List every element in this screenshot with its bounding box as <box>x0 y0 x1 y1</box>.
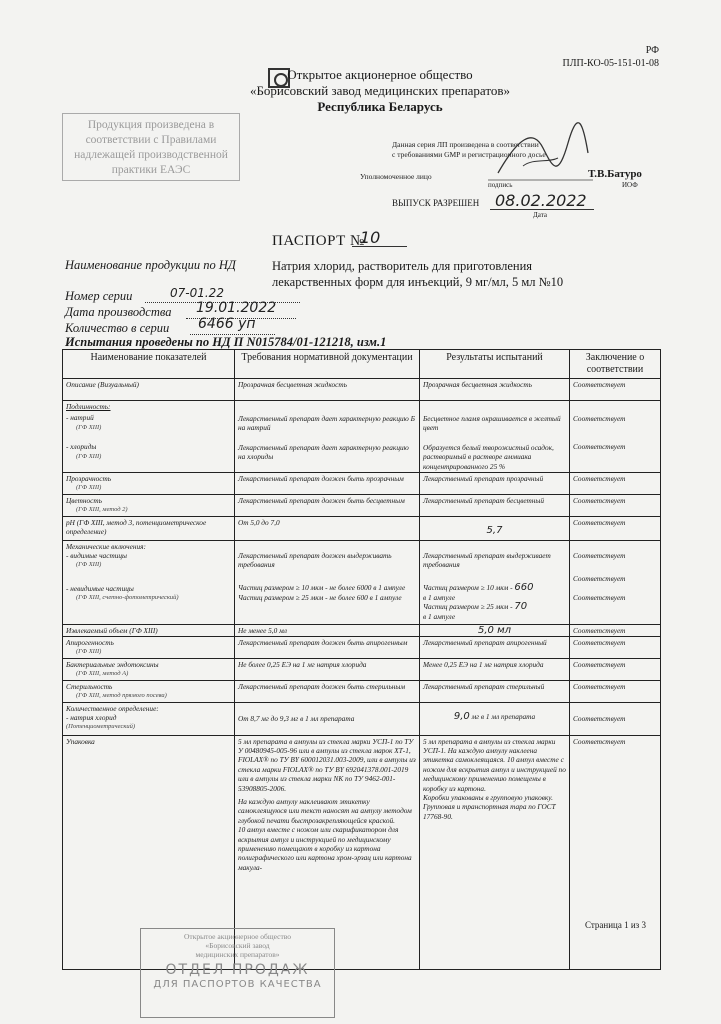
identity-sodium-note: (ГФ XIII) <box>76 423 102 431</box>
assay-sub: - натрия хлорид <box>66 712 117 722</box>
row-verdict <box>570 401 661 473</box>
row-requirement: Лекарственный препарат должен быть прозрачным <box>235 473 420 495</box>
row-requirement: От 5,0 до 7,0 <box>235 516 420 540</box>
row-name: pH (ГФ XIII, метод 3, потенциометрическое определение) <box>63 516 235 540</box>
row-verdict: Соответствует <box>570 658 661 680</box>
identity-label: Подлинность: <box>66 402 111 411</box>
row-requirement <box>235 702 420 735</box>
quantity-label: Количество в серии <box>65 321 170 335</box>
header-indicator: Наименование показателей <box>63 350 235 379</box>
req-chloride: Лекарственный препарат дает характерную реакцию на хлориды <box>238 442 409 462</box>
stamp-line: «Борисовский завод <box>205 941 270 950</box>
ph-value: 5,7 <box>486 524 503 536</box>
identity-sodium: - натрий <box>66 413 94 423</box>
row-name: Извлекаемый объем (ГФ XIII) <box>63 624 235 636</box>
identity-chloride-note: (ГФ XIII) <box>76 452 102 460</box>
mechanical-visible: - видимые частицы <box>66 551 127 561</box>
stamp-line: Открытое акционерное общество <box>184 932 291 941</box>
row-name <box>63 702 235 735</box>
release-label: ВЫПУСК РАЗРЕШЕН <box>392 198 480 208</box>
passport-title: ПАСПОРТ № <box>272 233 365 249</box>
row-verdict <box>570 540 661 624</box>
table-row <box>63 702 661 735</box>
row-name <box>63 680 235 702</box>
series-value: 07-01.22 <box>170 286 224 300</box>
table-row <box>63 516 661 540</box>
row-result <box>420 401 570 473</box>
row-result <box>420 540 570 624</box>
row-requirement <box>235 540 420 624</box>
row-result: Лекарственный препарат прозрачный <box>420 473 570 495</box>
row-result: Менее 0,25 ЕЭ на 1 мг натрия хлорида <box>420 658 570 680</box>
row-requirement: Не менее 5,0 мл <box>235 624 420 636</box>
row-verdict: Соответствует <box>570 624 661 636</box>
row-result: Прозрачная бесцветная жидкость <box>420 379 570 401</box>
res-25um-tail: в 1 ампуле <box>423 611 456 621</box>
row-result: Лекарственный препарат стерильный <box>420 680 570 702</box>
release-underline <box>490 209 594 210</box>
table-row <box>63 473 661 495</box>
res-visible: Лекарственный препарат выдерживает требования <box>423 550 551 570</box>
production-date-value: 19.01.2022 <box>196 300 277 316</box>
row-verdict: Соответствует <box>570 473 661 495</box>
assay-req: От 8,7 мг до 9,3 мг в 1 мл препарата <box>238 713 355 723</box>
table-row <box>63 680 661 702</box>
mechanical-invisible: - невидимые частицы <box>66 583 134 593</box>
res-25um-label: Частиц размером ≥ 25 мкм - <box>423 602 513 612</box>
gmp-stamp <box>62 113 240 181</box>
date-caption: Дата <box>533 211 547 219</box>
name-caption: ИОФ <box>622 181 638 189</box>
res-chloride: Образуется белый творожистый осадок, растворимый в растворе аммиака концентрированного 25 % <box>423 442 554 471</box>
volume-value: 5,0 мл <box>477 624 512 636</box>
res-25um-value: 70 <box>514 601 528 613</box>
res-10um-tail: в 1 ампуле <box>423 592 456 602</box>
verdict-invisible: Соответствует <box>573 574 626 584</box>
table-row <box>63 401 661 473</box>
sales-dept-stamp <box>140 928 335 1018</box>
req-visible: Лекарственный препарат должен выдерживать требования <box>238 550 392 570</box>
row-result <box>420 624 570 636</box>
row-verdict: Соответствует <box>570 680 661 702</box>
row-name <box>63 637 235 659</box>
packaging-req-3: 10 ампул вместе с ножом или скарификатором для вскрытия ампул и инструкцией по медицинскому применению помещают в коробку из картона полиграфического или картона хром-эрзац или картона макула- <box>238 825 412 872</box>
req-sodium: Лекарственный препарат дает характерную реакцию Б на натрий <box>238 414 415 433</box>
packaging-res-3: Групповая и транспортная тара по ГОСТ 17768-90. <box>423 802 556 821</box>
row-requirement: Прозрачная бесцветная жидкость <box>235 379 420 401</box>
table-row <box>63 379 661 401</box>
quality-table <box>62 349 661 970</box>
production-date-label: Дата производства <box>65 305 172 319</box>
row-result <box>420 702 570 735</box>
table-row <box>63 658 661 680</box>
release-date: 08.02.2022 <box>495 191 587 210</box>
color-note: (ГФ XIII, метод 2) <box>76 506 128 514</box>
series-label: Номер серии <box>65 289 133 303</box>
company-line-3: Республика Беларусь <box>317 99 443 114</box>
packaging-req-1: 5 мл препарата в ампулы из стекла марки УСП-1 по ТУ У 00480945-005-96 или в ампулы из стекла марок ХТ-1, FIOLAX® по ТУ BY 600012031.003-2009, или в ампулы из стекла марки FIOLAX® по ТУ BY 692041378.001-2019 или в ампулы из стекла марки NK по ТУ 9462-001-53908805-2006. <box>238 736 416 793</box>
row-name <box>63 658 235 680</box>
row-requirement: Не более 0,25 ЕЭ на 1 мг натрия хлорида <box>235 658 420 680</box>
authorized-name: Т.В.Батуро <box>588 168 642 180</box>
sterility-label: Стерильность <box>66 681 113 691</box>
pyrogen-note: (ГФ XIII) <box>76 648 102 656</box>
verdict-visible: Соответствует <box>573 550 626 560</box>
table-header-row <box>63 350 661 379</box>
passport-number: 10 <box>360 228 381 247</box>
row-requirement: Лекарственный препарат должен быть апирогенным <box>235 637 420 659</box>
res-25um <box>423 602 566 611</box>
transparency-note: (ГФ XIII) <box>76 484 102 492</box>
quantity-value: 6466 уп <box>198 316 256 332</box>
table-row <box>63 624 661 636</box>
header-results: Результаты испытаний <box>420 350 570 379</box>
verdict-invisible-25: Соответствует <box>573 593 626 603</box>
stamp-line: практики ЕАЭС <box>111 164 191 176</box>
assay-label: Количественное определение: <box>66 703 159 713</box>
assay-note: (Потенциометрический) <box>66 723 136 731</box>
company-line-2: «Борисовский завод медицинских препаратов» <box>249 83 511 98</box>
assay-value: 9,0 <box>453 710 470 722</box>
stamp-line: надлежащей производственной <box>74 149 228 161</box>
req-25um: Частиц размером ≥ 25 мкм - не более 600 в 1 ампуле <box>238 592 402 602</box>
assay-verdict: Соответствует <box>573 713 626 723</box>
product-name-label: Наименование продукции по НД <box>65 258 236 272</box>
row-name: Упаковка <box>63 735 235 969</box>
res-sodium: Бесцветное пламя окрашивается в желтый цвет <box>423 414 561 433</box>
row-result: Лекарственный препарат апирогенный <box>420 637 570 659</box>
doc-header-code <box>562 44 659 70</box>
gmp-line: Данная серия ЛП произведена в соответствии <box>392 140 539 149</box>
assay-tail: мг в 1 мл препарата <box>471 711 536 721</box>
row-result <box>420 516 570 540</box>
row-requirement <box>235 401 420 473</box>
row-verdict: Соответствует <box>570 516 661 540</box>
header-conclusion: Заключение о соответствии <box>570 350 661 379</box>
row-name <box>63 494 235 516</box>
signature-icon <box>488 118 598 188</box>
header-requirements: Требования нормативной документации <box>235 350 420 379</box>
req-10um: Частиц размером ≥ 10 мкм - не более 6000 в 1 ампуле <box>238 583 406 593</box>
assay-result <box>423 712 566 721</box>
packaging-res-1: 5 мл препарата в ампулы из стекла марки УСП-1. На каждую ампулу наклеена этикетка самоклеящаяся. 10 ампул вместе с ножом для вскрытия ампул и инструкцией по медицинскому применению помещены в коробку из картона. <box>423 736 566 793</box>
res-10um <box>423 583 566 592</box>
gmp-line: с требованиями GMP и регистрационного досье <box>392 150 546 159</box>
color-label: Цветность <box>66 495 102 505</box>
company-block <box>200 67 560 115</box>
stamp-line: медицинских препаратов» <box>195 950 280 959</box>
sterility-note: (ГФ XIII, метод прямого посева) <box>76 692 167 700</box>
mechanical-visible-note: (ГФ XIII) <box>76 561 102 569</box>
row-verdict: Соответствует <box>570 494 661 516</box>
endotoxins-label: Бактериальные эндотоксины <box>66 659 159 669</box>
signature-caption: подпись <box>488 181 513 189</box>
row-requirement: Лекарственный препарат должен быть бесцветным <box>235 494 420 516</box>
tests-label: Испытания проведены по НД П N015784/01-121218, изм.1 <box>65 335 387 349</box>
row-name <box>63 540 235 624</box>
packaging-req-2: На каждую ампулу наклеивают этикетку самоклеящуюся или текст наносят на ампулу методом глубокой печати быстрозакрепляющейся краской. <box>238 796 412 825</box>
verdict-sodium: Соответствует <box>573 414 626 423</box>
row-name: Описание (Визуальный) <box>63 379 235 401</box>
verdict-chloride: Соответствует <box>573 442 626 452</box>
endotoxins-note: (ГФ XIII, метод А) <box>76 670 129 678</box>
stamp-line: соответствии с Правилами <box>85 134 217 146</box>
company-line-1: Открытое акционерное общество <box>287 67 473 82</box>
table-row <box>63 637 661 659</box>
mechanical-invisible-note: (ГФ XIII, счетно-фотометрический) <box>76 594 179 602</box>
pyrogen-label: Апирогенность <box>66 638 114 648</box>
row-verdict: Соответствует <box>570 379 661 401</box>
row-result <box>420 735 570 969</box>
passport-underline <box>352 246 407 247</box>
doc-code: ПЛП-КО-05-151-01-08 <box>562 58 659 69</box>
stamp-title: ОТДЕЛ ПРОДАЖ <box>165 962 310 978</box>
table-row <box>63 540 661 624</box>
transparency-label: Прозрачность <box>66 474 112 484</box>
row-name <box>63 401 235 473</box>
identity-chloride: - хлориды <box>66 442 97 452</box>
row-verdict: Соответствует <box>570 637 661 659</box>
packaging-res-2: Коробки упакованы в групповую упаковку. <box>423 792 553 802</box>
stamp-line: Продукция произведена в <box>87 119 215 131</box>
row-verdict: Соответствует <box>570 735 661 969</box>
table-row <box>63 494 661 516</box>
row-verdict <box>570 702 661 735</box>
res-10um-label: Частиц размером ≥ 10 мкм - <box>423 583 513 593</box>
country-label: РФ <box>645 45 659 56</box>
stamp-subtitle: ДЛЯ ПАСПОРТОВ КАЧЕСТВА <box>153 979 322 990</box>
res-10um-value: 660 <box>514 582 534 594</box>
page-number: Страница 1 из 3 <box>585 920 646 930</box>
mechanical-label: Механические включения: <box>66 541 146 551</box>
authorized-person-label: Уполномоченное лицо <box>360 172 432 181</box>
row-name <box>63 473 235 495</box>
row-result: Лекарственный препарат бесцветный <box>420 494 570 516</box>
row-requirement: Лекарственный препарат должен быть стерильным <box>235 680 420 702</box>
product-name-value: Натрия хлорид, растворитель для приготовления лекарственных форм для инъекций, 9 мг/мл, 5 мл №10 <box>272 259 564 289</box>
